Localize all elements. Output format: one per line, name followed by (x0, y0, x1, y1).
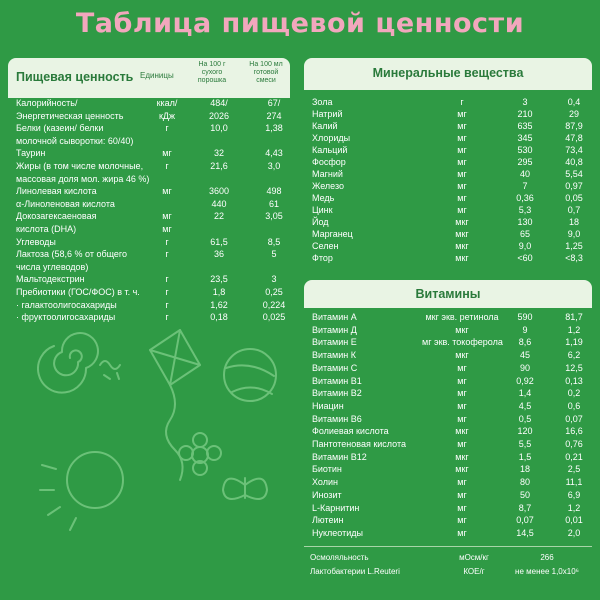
row-unit: г (460, 97, 464, 107)
row-name: Белки (казеин/ белки (16, 123, 104, 134)
table-row (312, 157, 594, 167)
row-value-per-100ml: 5 (271, 249, 277, 260)
kite-icon (150, 330, 200, 480)
row-value-per-100ml: 3,0 (267, 161, 281, 171)
table-row (16, 148, 290, 158)
table-row (312, 109, 594, 119)
row-value-per-100g: 8,7 (518, 502, 532, 513)
table-row (312, 121, 594, 131)
row-name: L-Карнитин (312, 502, 360, 513)
per-100g-line3: порошка (197, 77, 227, 84)
row-value-per-100g: 14,5 (516, 527, 534, 538)
row-value-per-100g: 32 (213, 148, 224, 159)
minerals-header (304, 58, 592, 90)
row-unit: мг (162, 148, 172, 159)
footer-row (304, 553, 592, 563)
table-row (16, 262, 290, 272)
row-unit: мг (457, 527, 467, 538)
row-value-per-100g: 130 (517, 217, 533, 227)
table-row (312, 350, 594, 360)
nutrition-table (16, 98, 290, 328)
row-value-per-100g: 2026 (208, 110, 230, 121)
footer-value: не менее 1,0х10⁶ (515, 567, 579, 576)
minerals-title: Минеральные вещества (372, 66, 524, 80)
table-row (312, 241, 594, 251)
row-value-per-100g: <60 (517, 253, 533, 263)
row-value-per-100g: 440 (211, 198, 227, 209)
per-100g-line1: На 100 г (198, 61, 226, 68)
row-name: кислота (DHA) (16, 224, 77, 234)
table-row (312, 253, 594, 263)
footer-name: Лактобактерии L.Reuteri (310, 567, 400, 576)
table-row (312, 503, 594, 513)
row-value-per-100ml: 18 (568, 217, 579, 227)
row-value-per-100ml: 3,05 (265, 211, 283, 222)
row-value-per-100ml: 0,05 (565, 193, 583, 203)
row-value-per-100g: 61,5 (210, 236, 228, 247)
row-value-per-100g: 22 (213, 211, 224, 222)
table-row (312, 363, 594, 373)
row-value-per-100ml: 0,07 (565, 413, 583, 424)
row-value-per-100g: 10,0 (210, 123, 228, 134)
row-name: Линолевая кислота (16, 186, 97, 197)
row-value-per-100ml: 2,5 (567, 464, 581, 475)
row-value-per-100ml: 0,97 (565, 181, 583, 191)
row-unit: мг (457, 181, 467, 191)
row-unit: мг (162, 186, 172, 197)
row-value-per-100ml: 1,2 (567, 502, 581, 513)
flower-icon (179, 433, 221, 475)
row-value-per-100g: 345 (517, 133, 533, 143)
row-unit: кДж (158, 110, 176, 121)
footer-row (304, 567, 592, 577)
row-unit: мг (457, 439, 467, 449)
row-value-per-100ml: 12,5 (565, 362, 583, 373)
row-unit: мг (457, 502, 467, 513)
table-row (312, 515, 594, 525)
table-row (16, 300, 290, 310)
row-unit: г (165, 312, 169, 323)
row-name: Пантотеновая кислота (312, 439, 406, 449)
row-value-per-100g: 21,6 (210, 161, 228, 171)
nutrition-header (8, 58, 290, 98)
footer-name: Осмоляльность (310, 553, 369, 562)
row-value-per-100ml: 0,6 (567, 400, 581, 411)
row-name: Цинк (312, 205, 333, 215)
row-value-per-100ml: 274 (266, 110, 282, 121)
row-unit: мкг (455, 451, 469, 462)
row-unit: мкг (455, 217, 469, 227)
row-value-per-100g: 0,5 (518, 413, 532, 424)
table-row (16, 199, 290, 209)
row-value-per-100ml: 1,19 (565, 337, 583, 348)
table-row (312, 477, 594, 487)
footer-value: 266 (540, 553, 554, 562)
row-value-per-100g: 90 (519, 362, 530, 373)
row-value-per-100ml: 1,38 (265, 123, 283, 134)
row-name: молочной сыворотки: 60/40) (16, 135, 134, 146)
row-unit: г (165, 123, 169, 134)
row-value-per-100ml: 9,0 (567, 229, 581, 239)
row-value-per-100g: 80 (519, 477, 530, 488)
row-value-per-100g: 0,18 (210, 312, 228, 323)
row-name: Витамин В12 (312, 451, 367, 462)
row-unit: мг (457, 477, 467, 488)
row-value-per-100ml: 8,5 (267, 236, 281, 247)
row-name: Биотин (312, 464, 342, 475)
table-row (16, 123, 290, 133)
row-value-per-100g: 590 (517, 312, 533, 322)
row-value-per-100ml: 0,13 (565, 375, 583, 386)
row-value-per-100g: 530 (517, 145, 533, 155)
row-unit: мг (457, 515, 467, 526)
row-name: Фтор (312, 253, 333, 263)
row-name: Марганец (312, 229, 353, 239)
row-value-per-100ml: 2,0 (567, 527, 581, 538)
row-name: Витамин В1 (312, 375, 362, 386)
row-value-per-100ml: 87,9 (565, 121, 583, 131)
table-row (312, 217, 594, 227)
row-unit: мг (162, 224, 172, 234)
table-row (16, 287, 290, 297)
row-value-per-100g: 635 (517, 121, 533, 131)
footer-table (304, 546, 592, 591)
table-row (312, 169, 594, 179)
page-title: Таблица пищевой ценности (75, 8, 525, 39)
row-name: Витамин К (312, 350, 356, 361)
row-value-per-100g: 295 (517, 157, 533, 167)
row-unit: мг (457, 400, 467, 411)
row-value-per-100ml: 6,9 (567, 489, 581, 500)
row-value-per-100ml: 0,7 (567, 205, 581, 215)
row-value-per-100ml: 29 (568, 109, 579, 119)
table-row (16, 249, 290, 259)
table-row (312, 528, 594, 538)
spiral-icon (38, 333, 98, 393)
row-value-per-100ml: 0,4 (567, 97, 581, 107)
table-row (16, 224, 290, 234)
table-row (312, 97, 594, 107)
footer-unit: мОсм/кг (459, 553, 489, 562)
row-name: α-Линоленовая кислота (16, 198, 115, 209)
row-name: Докозагексаеновая (16, 211, 97, 222)
row-unit: г (165, 161, 169, 171)
table-row (16, 98, 290, 108)
row-name: числа углеводов) (16, 261, 89, 272)
row-unit: мг (162, 211, 172, 222)
row-value-per-100g: 8,6 (518, 337, 532, 348)
row-value-per-100g: 7 (522, 181, 528, 191)
row-name: Витамин А (312, 312, 357, 322)
table-row (312, 414, 594, 424)
row-name: Инозит (312, 489, 342, 500)
row-unit: мг (457, 193, 467, 203)
row-name: Лактоза (58,6 % от общего (16, 249, 128, 260)
table-row (312, 452, 594, 462)
per-100ml-line3: смеси (256, 77, 276, 84)
row-unit: мкг (455, 241, 469, 251)
table-row (16, 186, 290, 196)
row-value-per-100g: 18 (519, 464, 530, 475)
row-name: Натрий (312, 109, 343, 119)
row-value-per-100g: 9 (522, 324, 528, 335)
vitamins-title: Витамины (415, 287, 481, 301)
row-value-per-100g: 1,5 (518, 451, 532, 462)
row-value-per-100g: 1,8 (212, 287, 226, 297)
row-name: Витамин С (312, 362, 358, 373)
row-value-per-100g: 45 (519, 350, 530, 361)
row-value-per-100g: 484/ (210, 98, 228, 108)
row-unit: мг (457, 489, 467, 500)
row-value-per-100ml: 0,2 (567, 388, 581, 399)
row-name: Витамин В6 (312, 413, 362, 424)
row-value-per-100ml: 47,8 (565, 133, 583, 143)
row-unit: мкг (455, 464, 469, 475)
row-value-per-100ml: 0,025 (262, 312, 286, 323)
row-value-per-100ml: 11,1 (565, 477, 583, 488)
row-name: Витамин В2 (312, 388, 362, 399)
row-unit: мкг экв. ретинола (425, 312, 499, 322)
row-value-per-100ml: 16,6 (565, 426, 583, 437)
row-unit: ккал/ (156, 98, 178, 108)
row-value-per-100ml: 5,54 (565, 169, 583, 179)
row-unit: мг (457, 205, 467, 215)
row-unit: мг (457, 133, 467, 143)
row-value-per-100g: 0,92 (516, 375, 534, 386)
row-value-per-100g: 1,4 (518, 388, 532, 399)
row-name: Ниацин (312, 400, 344, 411)
table-row (312, 439, 594, 449)
row-value-per-100g: 3600 (208, 186, 230, 197)
row-unit: мг (457, 413, 467, 424)
table-row (312, 388, 594, 398)
row-unit: мг (457, 169, 467, 179)
row-value-per-100ml: 67/ (267, 98, 281, 108)
row-unit: мг (457, 388, 467, 399)
row-value-per-100g: 65 (519, 229, 530, 239)
row-name: Энергетическая ценность (16, 110, 124, 121)
table-row (312, 229, 594, 239)
table-row (312, 401, 594, 411)
row-value-per-100ml: 0,224 (262, 299, 286, 310)
table-row (16, 237, 290, 247)
row-name: Таурин (16, 148, 46, 159)
row-name: Пребиотики (ГОС/ФОС) в т. ч. (16, 287, 140, 297)
row-unit: мкг (455, 350, 469, 361)
per-100g-header (188, 61, 236, 85)
row-value-per-100ml: 1,25 (565, 241, 583, 251)
table-row (312, 426, 594, 436)
row-unit: мг (457, 375, 467, 386)
row-unit: мг (457, 109, 467, 119)
row-value-per-100ml: 0,01 (565, 515, 583, 526)
row-name: Углеводы (16, 236, 56, 247)
row-unit: мг (457, 362, 467, 373)
table-row (16, 174, 290, 184)
table-row (312, 145, 594, 155)
table-row (16, 161, 290, 171)
row-name: Зола (312, 97, 333, 107)
row-value-per-100g: 1,62 (210, 299, 228, 310)
row-value-per-100ml: 3 (271, 274, 277, 285)
table-row (16, 111, 290, 121)
table-row (312, 490, 594, 500)
table-row (312, 181, 594, 191)
sun-icon (40, 452, 123, 530)
row-name: Мальтодекстрин (16, 274, 85, 285)
row-name: Витамин Д (312, 324, 357, 335)
row-value-per-100ml: 4,43 (265, 148, 283, 159)
table-row (312, 376, 594, 386)
minerals-table (312, 97, 594, 277)
row-value-per-100ml: 61 (268, 198, 279, 209)
small-doodle-icon (100, 361, 120, 379)
table-row (312, 205, 594, 215)
row-unit: г (165, 236, 169, 247)
row-value-per-100g: 0,36 (516, 193, 534, 203)
row-unit: мг (457, 157, 467, 167)
table-row (312, 133, 594, 143)
table-row (16, 211, 290, 221)
row-value-per-100ml: <8,3 (565, 253, 583, 263)
row-name: Калорийность/ (16, 98, 78, 108)
row-unit: г (165, 299, 169, 310)
row-name: Калий (312, 121, 338, 131)
row-value-per-100ml: 40,8 (565, 157, 583, 167)
row-value-per-100ml: 6,2 (567, 350, 581, 361)
row-unit: мкг (455, 253, 469, 263)
row-name: · галактоолигосахариды (16, 299, 117, 310)
row-unit: мкг (455, 229, 469, 239)
table-row (312, 312, 594, 322)
row-name: Жиры (в том числе молочные, (16, 161, 144, 171)
per-100ml-line2: готовой (253, 69, 279, 76)
row-value-per-100g: 50 (519, 489, 530, 500)
table-row (16, 312, 290, 322)
units-header: Единицы (140, 71, 174, 80)
row-unit: г (165, 287, 169, 297)
row-name: Хлориды (312, 133, 351, 143)
row-name: Железо (312, 181, 344, 191)
row-name: Йод (312, 217, 329, 227)
row-value-per-100g: 9,0 (518, 241, 532, 251)
butterfly-icon (223, 478, 267, 499)
per-100g-line2: сухого (201, 69, 223, 76)
row-unit: мг (457, 121, 467, 131)
per-100ml-line1: На 100 мл (249, 61, 283, 68)
row-value-per-100g: 36 (213, 249, 224, 260)
table-row (312, 193, 594, 203)
row-value-per-100g: 40 (519, 169, 530, 179)
row-unit: мг (457, 145, 467, 155)
row-unit: мг экв. токоферола (422, 337, 503, 348)
row-name: Нуклеотиды (312, 527, 363, 538)
row-value-per-100g: 120 (517, 426, 533, 437)
row-name: Медь (312, 193, 335, 203)
vitamins-header (304, 280, 592, 308)
row-value-per-100ml: 1,2 (567, 324, 581, 335)
row-name: Селен (312, 241, 339, 251)
row-unit: мкг (455, 324, 469, 335)
row-name: Фосфор (312, 157, 346, 167)
row-value-per-100g: 5,3 (518, 205, 532, 215)
table-row (312, 325, 594, 335)
nutrition-header-title: Пищевая ценность (16, 70, 134, 84)
row-value-per-100ml: 81,7 (565, 312, 583, 322)
row-value-per-100ml: 0,21 (565, 451, 583, 462)
row-unit: мкг (455, 426, 469, 437)
row-name: Лютеин (312, 515, 344, 526)
row-value-per-100ml: 0,25 (265, 287, 283, 297)
row-name: Магний (312, 169, 343, 179)
table-row (312, 464, 594, 474)
row-value-per-100g: 0,07 (516, 515, 534, 526)
row-value-per-100g: 210 (517, 109, 533, 119)
table-row (312, 337, 594, 347)
table-row (16, 136, 290, 146)
row-value-per-100ml: 0,76 (565, 439, 583, 449)
table-row (16, 274, 290, 284)
footer-unit: КОЕ/г (463, 567, 485, 576)
row-name: Кальций (312, 145, 348, 155)
row-name: Фолиевая кислота (312, 426, 389, 437)
vitamins-table (312, 312, 594, 544)
row-name: · фруктоолигосахариды (16, 312, 116, 323)
row-name: Холин (312, 477, 338, 488)
row-name: массовая доля мол. жира 46 %) (16, 173, 150, 184)
row-unit: г (165, 249, 169, 260)
row-value-per-100g: 4,5 (518, 400, 532, 411)
row-value-per-100g: 3 (522, 97, 528, 107)
row-value-per-100ml: 73,4 (565, 145, 583, 155)
row-value-per-100ml: 498 (266, 186, 282, 197)
row-unit: г (165, 274, 169, 285)
per-100ml-header (244, 61, 288, 85)
row-value-per-100g: 23,5 (210, 274, 228, 285)
row-name: Витамин Е (312, 337, 357, 348)
ball-icon (224, 349, 276, 401)
row-value-per-100g: 5,5 (518, 439, 532, 449)
